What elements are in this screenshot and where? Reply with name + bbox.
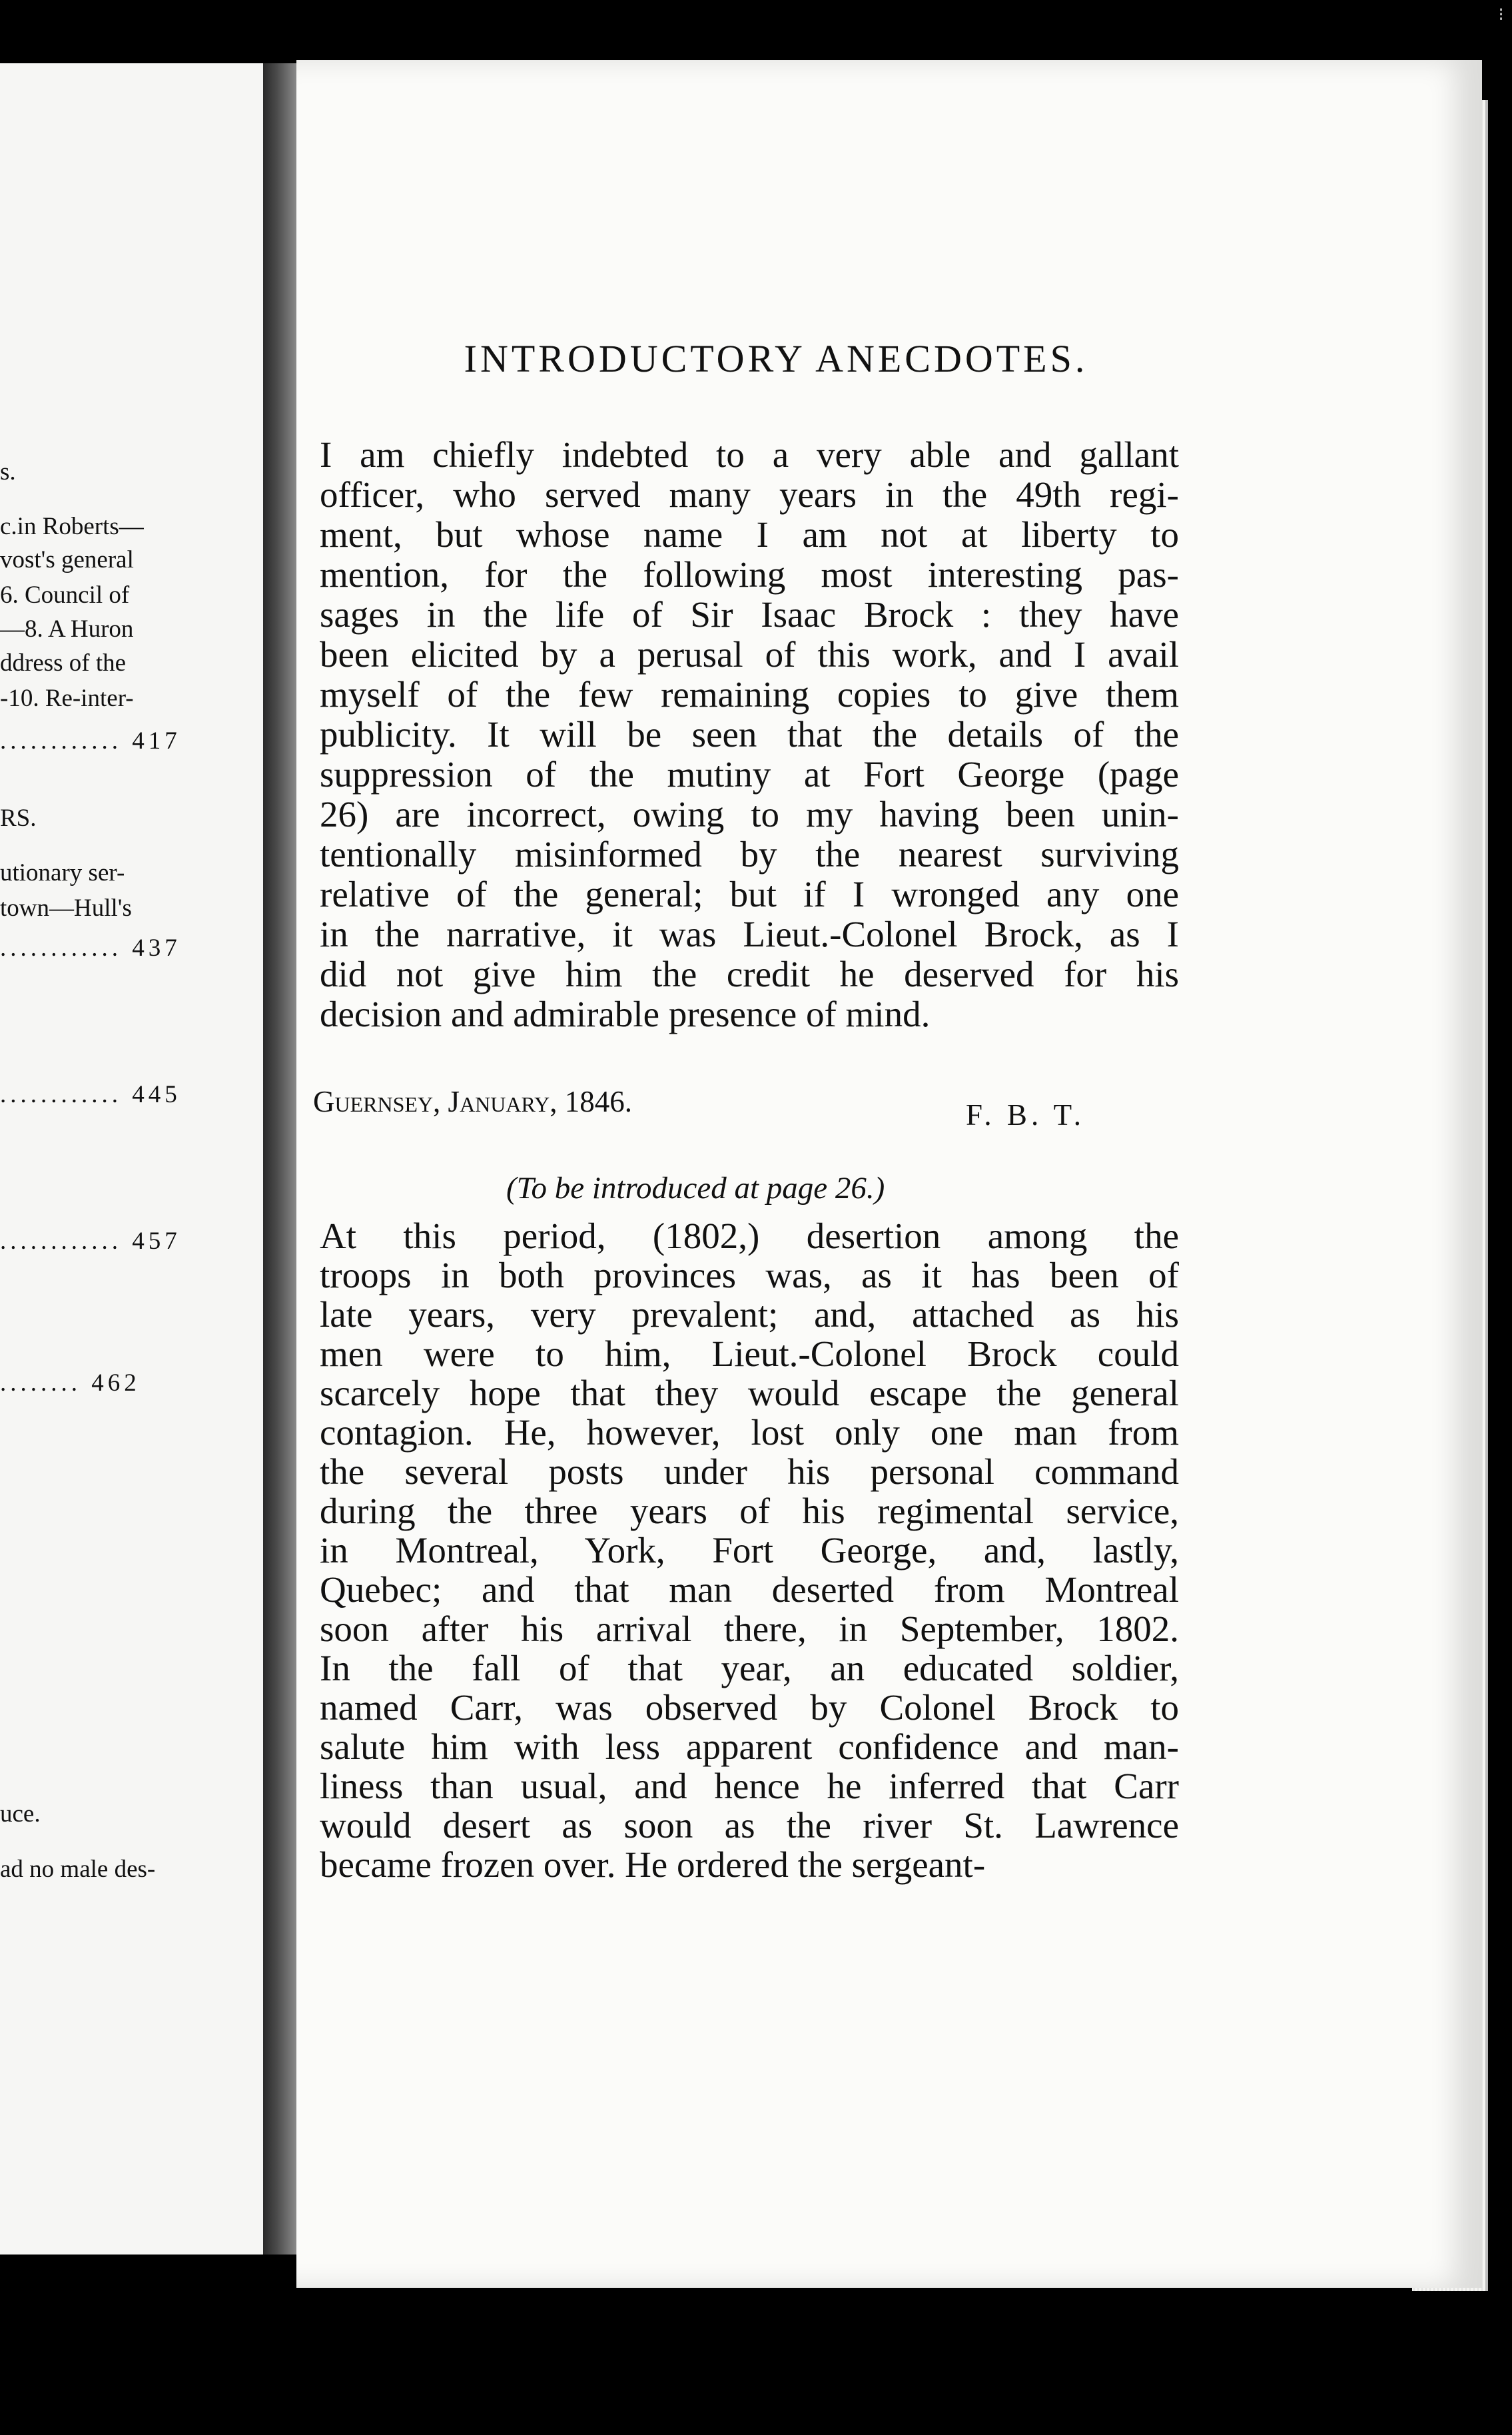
text-line: mention, for the following most interesting pas- <box>320 554 1179 595</box>
text-line: late years, very prevalent; and, attached as his <box>320 1294 1179 1335</box>
left-page-line: utionary ser- <box>0 859 125 886</box>
text-line: during the three years of his regimental service, <box>320 1491 1179 1531</box>
insertion-note: (To be introduced at page 26.) <box>506 1171 885 1206</box>
left-page-line: —8. A Huron <box>0 615 134 643</box>
left-page-line: ............ 437 <box>0 934 181 962</box>
text-line: contagion. He, however, lost only one man from <box>320 1412 1179 1453</box>
text-line: 26) are incorrect, owing to my having been unin- <box>320 794 1179 835</box>
scan-mark: ⁝ <box>1498 5 1504 25</box>
text-line: Quebec; and that man deserted from Montreal <box>320 1569 1179 1610</box>
text-line: I am chiefly indebted to a very able and gallant <box>320 434 1179 475</box>
text-line: in the narrative, it was Lieut.-Colonel Brock, as I <box>320 914 1179 954</box>
text-line: At this period, (1802,) desertion among the <box>320 1216 1179 1256</box>
left-page-line: vost's general <box>0 546 134 573</box>
left-page-line: ........ 462 <box>0 1369 141 1397</box>
text-line: suppression of the mutiny at Fort George (page <box>320 754 1179 795</box>
left-page-line: c.in Roberts— <box>0 513 144 540</box>
text-line: did not give him the credit he deserved for his <box>320 954 1179 994</box>
text-line: tentionally misinformed by the nearest surviving <box>320 834 1179 874</box>
left-page-line: -10. Re-inter- <box>0 685 134 712</box>
text-line: sages in the life of Sir Isaac Brock : they have <box>320 594 1179 635</box>
text-line: became frozen over. He ordered the sergeant- <box>320 1844 986 1885</box>
left-page <box>0 63 266 2255</box>
left-page-line: town—Hull's <box>0 894 132 922</box>
text-line: In the fall of that year, an educated soldier, <box>320 1648 1179 1688</box>
dateline: Guernsey, January, 1846. <box>313 1085 632 1118</box>
text-line: ment, but whose name I am not at liberty to <box>320 514 1179 555</box>
text-line: men were to him, Lieut.-Colonel Brock could <box>320 1333 1179 1374</box>
left-page-line: RS. <box>0 805 37 832</box>
text-line: myself of the few remaining copies to give them <box>320 674 1179 715</box>
left-page-line: ddress of the <box>0 649 127 677</box>
text-line: would desert as soon as the river St. Lawrence <box>320 1805 1179 1846</box>
left-page-line: s. <box>0 458 16 486</box>
left-page-line: ............ 445 <box>0 1081 181 1108</box>
text-line: been elicited by a perusal of this work, and I avail <box>320 634 1179 675</box>
page-heading: INTRODUCTORY ANECDOTES. <box>464 337 1088 380</box>
left-page-line: ad no male des- <box>0 1856 156 1883</box>
text-line: named Carr, was observed by Colonel Brock to <box>320 1687 1179 1728</box>
text-line: officer, who served many years in the 49th regi- <box>320 474 1179 515</box>
text-line: soon after his arrival there, in September, 1802. <box>320 1608 1179 1649</box>
text-line: the several posts under his personal command <box>320 1451 1179 1492</box>
left-page-line: ............ 457 <box>0 1227 181 1255</box>
author-initials: F. B. T. <box>966 1098 1086 1132</box>
book-spine <box>263 63 296 2255</box>
text-line: in Montreal, York, Fort George, and, lastly, <box>320 1530 1179 1570</box>
text-line: relative of the general; but if I wronged any one <box>320 874 1179 914</box>
left-page-line: ............ 417 <box>0 727 181 755</box>
text-line: scarcely hope that they would escape the general <box>320 1373 1179 1413</box>
text-line: liness than usual, and hence he inferred that Carr <box>320 1766 1179 1806</box>
left-page-line: 6. Council of <box>0 581 130 609</box>
text-line: decision and admirable presence of mind. <box>320 994 931 1034</box>
text-line: troops in both provinces was, as it has been of <box>320 1255 1179 1295</box>
text-line: salute him with less apparent confidence and man- <box>320 1726 1179 1767</box>
left-page-line: uce. <box>0 1800 41 1828</box>
right-page <box>296 60 1482 2288</box>
text-line: publicity. It will be seen that the details of the <box>320 714 1179 755</box>
